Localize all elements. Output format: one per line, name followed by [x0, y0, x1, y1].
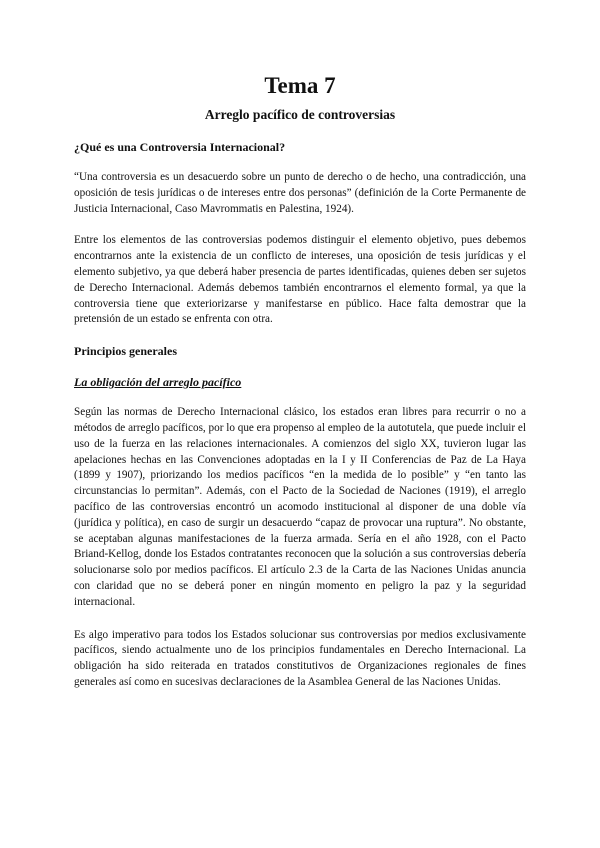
- document-subtitle: Arreglo pacífico de controversias: [204, 107, 396, 122]
- section-heading-principios: Principios generales: [74, 344, 177, 359]
- paragraph-history: Según las normas de Derecho Internacional clásico, los estados eran libres para recurrir o no a métodos de arreglo pacíficos, por lo que era propenso al empleo de la autotutela, que puede incluir el uso de la fuerza en las relaciones internacionales. A comienzos del siglo XX, tuvieron lugar las apelaciones hechas en las Convenciones adoptadas en la I y II Conferencias de Paz de La Haya (1899 y 1907), priorizando los medios pacíficos “en la medida de lo posible” y “en tanto las circunstancias lo permitan”. Además, con el Pacto de la Sociedad de Naciones (1919), el arreglo pacífico de las controversias encontró un acomodo institucional al disponer de una doble vía (jurídica y política), en caso de surgir un desacuerdo “capaz de provocar una ruptura”. No obstante, se aceptaban algunas manifestaciones de la fuerza armada. Sería en el año 1928, con el Pacto Briand-Kellog, donde los Estados contratantes reconocen que la solución a sus controversias debería solucionarse solo por medios pacíficos. El artículo 2.3 de la Carta de las Naciones Unidas anuncia con claridad que no se deberá poner en ningún momento en peligro la paz y la seguridad internacional.: [74, 406, 526, 608]
- section-heading-controversia: ¿Qué es una Controversia Internacional?: [74, 140, 286, 154]
- subsection-heading-obligacion: La obligación del arreglo pacífico: [74, 375, 242, 390]
- document-title: Tema 7: [264, 73, 336, 98]
- paragraph-definition: “Una controversia es un desacuerdo sobre un punto de derecho o de hecho, una contradicción, una oposición de tesis jurídicas o de intereses entre dos personas” (definición de la Corte Permanente de Justicia Internacional, Caso Mavrommatis en Palestina, 1924).: [74, 171, 526, 215]
- paragraph-elements: Entre los elementos de las controversias podemos distinguir el elemento objetivo, pues debemos encontrarnos ante la existencia de un conflicto de intereses, una oposición de tesis jurídicas y el elemento subjetivo, ya que deberá haber presencia de partes identificadas, quienes deben ser sujetos de Derecho Internacional. Además debemos también encontrarnos el elemento formal, ya que la controversia tiene que exteriorizarse y manifestarse en público. Hace falta demostrar que la pretensión de un estado se enfrenta con otra.: [74, 234, 526, 326]
- paragraph-imperative: Es algo imperativo para todos los Estados solucionar sus controversias por medios exclusivamente pacíficos, siendo actualmente uno de los principios fundamentales en Derecho Internacional. La obligación ha sido reiterada en tratados constitutivos de Organizaciones regionales de fines generales así como en sucesivas declaraciones de la Asamblea General de las Naciones Unidas.: [74, 628, 526, 688]
